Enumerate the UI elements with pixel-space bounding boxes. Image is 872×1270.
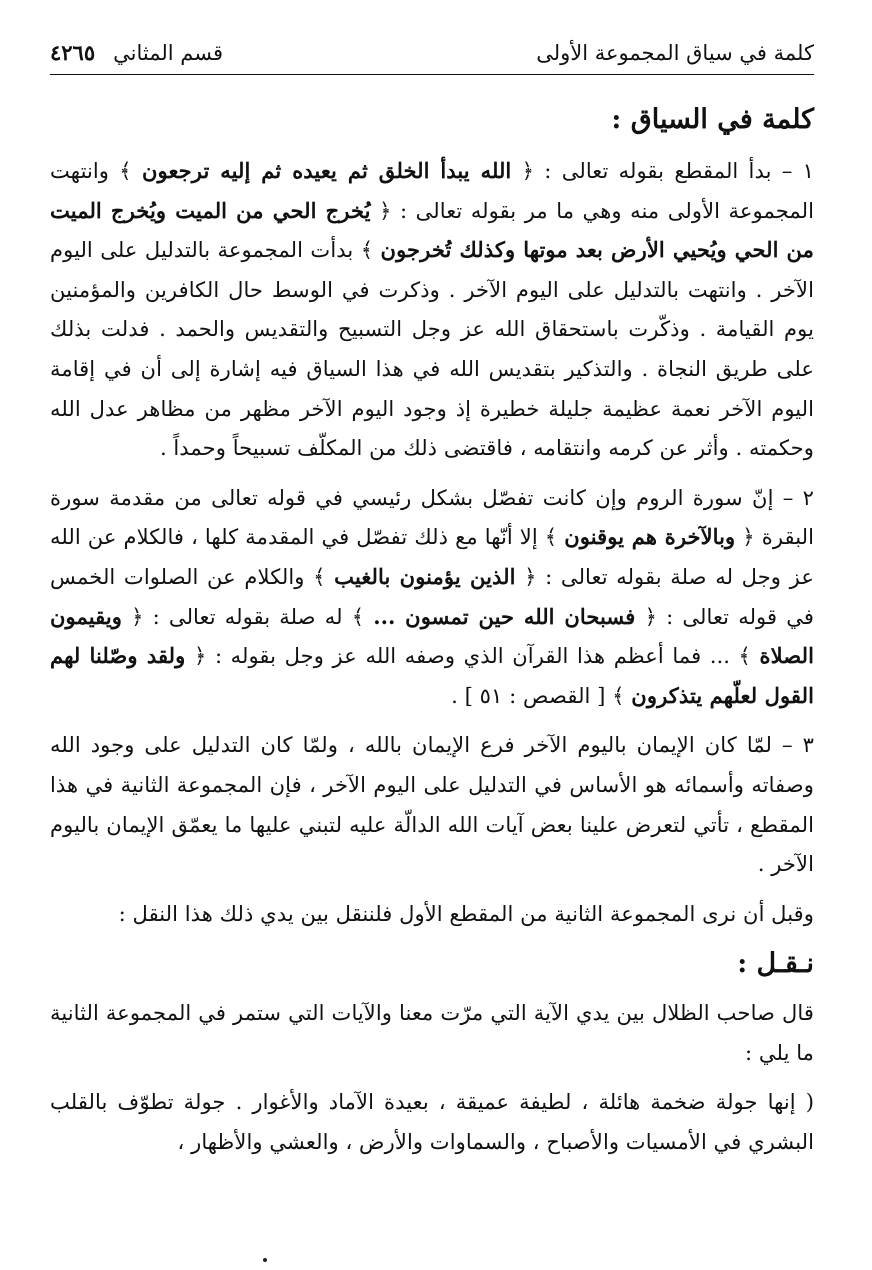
quran-quote: فسبحان الله حين تمسون ... [373, 603, 636, 629]
paragraph-4: وقبل أن نرى المجموعة الثانية من المقطع الأول فلننقل بين يدي ذلك هذا النقل : [118, 900, 814, 926]
quran-quote: ويقيمون الصلاة [50, 603, 815, 669]
quran-quote: ولقد وصّلنا لهم القول لعلّهم يتذكرون [50, 643, 814, 708]
naql-heading: نـقـل : [737, 948, 814, 980]
quran-quote: يُخرج الحي من الميت ويُخرج الميت من الحي ويُحيي الأرض بعد موتها وكذلك تُخرجون [50, 197, 814, 263]
quran-quote: الله يبدأ الخلق ثم يعيده ثم إليه ترجعون [141, 158, 512, 183]
paragraph-5: قال صاحب الظلال بين يدي الآية التي مرّت معنا والآيات التي ستمر في المجموعة الثانية ما يلي : [50, 1000, 814, 1065]
paragraph-2: ٢ – إنّ سورة الروم وإن كانت تفصّل بشكل رئيسي في قوله تعالى من مقدمة سورة البقرة ﴿ وبالآخرة هم يوقنون ﴾ إلا أنّها مع ذلك تفصّل في المقدمة كلها ، فالكلام عن الله عز وجل له صلة بقوله تعالى : ﴿ الذين يؤمنون بالغيب ﴾ والكلام عن الصلوات الخمس في قوله تعالى : ﴿ فسبحان الله حين تمسون ... ﴾ له صلة بقوله تعالى : ﴿ ويقيمون الصلاة ﴾ ... فما أعظم هذا القرآن الذي وصفه الله عز وجل بقوله : ﴿ ولقد وصّلنا لهم القول لعلّهم يتذكرون ﴾ [ القصص : ٥١ ] . [50, 484, 815, 708]
page-number: ٤٢٦٥ [50, 40, 96, 65]
section-heading: كلمة في السياق : [611, 104, 814, 135]
section-name: قسم المثاني [113, 41, 224, 65]
running-header [50, 38, 814, 75]
running-title: كلمة في سياق المجموعة الأولى [536, 41, 814, 65]
book-page [50, 38, 814, 1250]
quran-quote: وبالآخرة هم يوقنون [564, 524, 736, 550]
paragraph-1: ١ – بدأ المقطع بقوله تعالى : ﴿ الله يبدأ الخلق ثم يعيده ثم إليه ترجعون ﴾ وانتهت المجموعة الأولى منه وهي ما مر بقوله تعالى : ﴿ يُخرج الحي من الميت ويُخرج الميت من الحي ويُحيي الأرض بعد موتها وكذلك تُخرجون ﴾ بدأت المجموعة بالتدليل على اليوم الآخر . وانتهت بالتدليل على اليوم الآخر . وذكرت في الوسط حال الكافرين والمؤمنين يوم القيامة . وذكّرت باستحقاق الله عز وجل التسبيح والتقديس والحمد . فدلت بذلك على طريق النجاة . والتذكير بتقديس الله في هذا السياق فيه إشارة إلى أن في إقامة اليوم الآخر نعمة عظيمة جليلة خطيرة إذ وجود اليوم الآخر مظهر من مظاهر عدل الله وحكمته . وأثر عن كرمه وانتقامه ، فاقتضى ذلك من المكلّف تسبيحاً وحمداً . [50, 158, 815, 461]
paragraph-3: ٣ – لمّا كان الإيمان باليوم الآخر فرع الإيمان بالله ، ولمّا كان التدليل على وجود الله وصفاته وأسمائه هو الأساس في التدليل على اليوم الآخر ، فإن المجموعة الثانية في هذا المقطع ، تأتي لتعرض علينا بعض آيات الله الدالّة عليه لتبني عليها ما يعمّق الإيمان باليوم الآخر . [50, 732, 814, 877]
page-speck [263, 1258, 267, 1262]
paragraph-6: ( إنها جولة ضخمة هائلة ، لطيفة عميقة ، بعيدة الآماد والأغوار . جولة تطوّف بالقلب البشري في الأمسيات والأصباح ، والسماوات والأرض ، والعشي والأظهار ، [50, 1089, 814, 1155]
quran-quote: الذين يؤمنون بالغيب [334, 563, 516, 589]
header-meta [50, 38, 223, 68]
